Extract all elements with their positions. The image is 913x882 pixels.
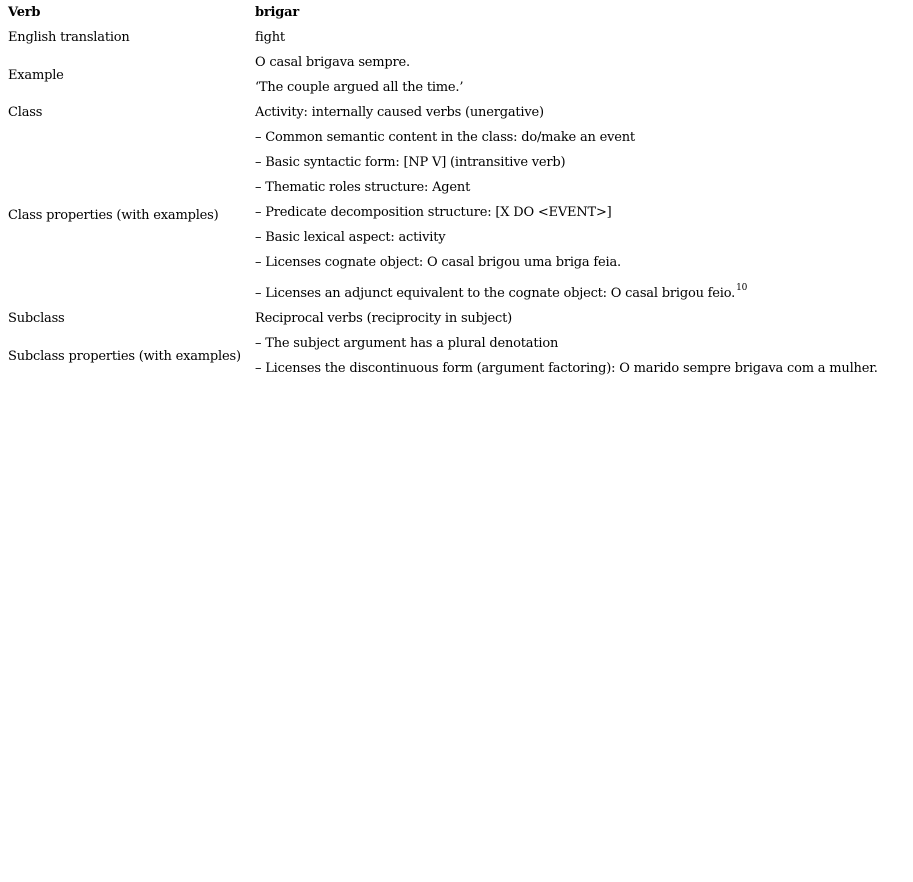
row-label — [0, 50, 255, 100]
table-row-verb — [0, 0, 878, 25]
row-value — [255, 0, 878, 25]
class-property-item — [255, 275, 878, 306]
row-value — [255, 50, 878, 100]
example-translation: ‘The couple argued all the time.’ — [255, 80, 464, 95]
row-label — [0, 25, 255, 50]
label-subclass: Subclass — [8, 311, 65, 326]
footnote-marker: 10 — [736, 282, 748, 293]
value-subclass: Reciprocal verbs (reciprocity in subject) — [255, 311, 513, 326]
verb-class-table — [0, 0, 878, 381]
row-value — [255, 100, 878, 125]
row-value — [255, 306, 878, 331]
row-value — [255, 25, 878, 50]
row-label — [0, 125, 255, 306]
row-label — [0, 0, 255, 25]
example-sentence: O casal brigava sempre. — [255, 55, 410, 70]
label-example: Example — [8, 67, 64, 83]
table-row-example — [0, 50, 878, 100]
class-property-item: – Basic lexical aspect: activity — [255, 230, 446, 245]
row-value — [255, 125, 878, 306]
class-property-item: – Predicate decomposition structure: [X DO <EVENT>] — [255, 205, 612, 220]
label-class: Class — [8, 105, 43, 120]
row-value — [255, 331, 878, 381]
class-property-item: – Licenses cognate object: O casal brigou uma briga feia. — [255, 255, 621, 270]
table-row-class-properties — [0, 125, 878, 306]
table-row-english-translation — [0, 25, 878, 50]
class-property-item: – Common semantic content in the class: do/make an event — [255, 130, 635, 145]
label-class-properties: Class properties (with examples) — [8, 208, 219, 223]
value-class: Activity: internally caused verbs (unergative) — [255, 105, 544, 120]
row-label — [0, 331, 255, 381]
value-verb: brigar — [255, 5, 300, 20]
table-row-class — [0, 100, 878, 125]
label-subclass-properties: Subclass properties (with examples) — [8, 348, 241, 364]
label-english-translation: English translation — [8, 30, 130, 45]
class-property-item: – Basic syntactic form: [NP V] (intransitive verb) — [255, 155, 566, 170]
subclass-property-item: – The subject argument has a plural denotation — [255, 336, 559, 351]
value-english-translation: fight — [255, 30, 285, 45]
class-property-item: – Thematic roles structure: Agent — [255, 180, 471, 195]
label-verb: Verb — [8, 5, 41, 20]
table-row-subclass — [0, 306, 878, 331]
class-property-text: – Licenses an adjunct equivalent to the cognate object: O casal brigou feio. — [255, 286, 736, 301]
row-label — [0, 100, 255, 125]
subclass-property-item: – Licenses the discontinuous form (argument factoring): O marido sempre brigava com a mulher. — [255, 361, 878, 376]
table-row-subclass-properties — [0, 331, 878, 381]
row-label — [0, 306, 255, 331]
